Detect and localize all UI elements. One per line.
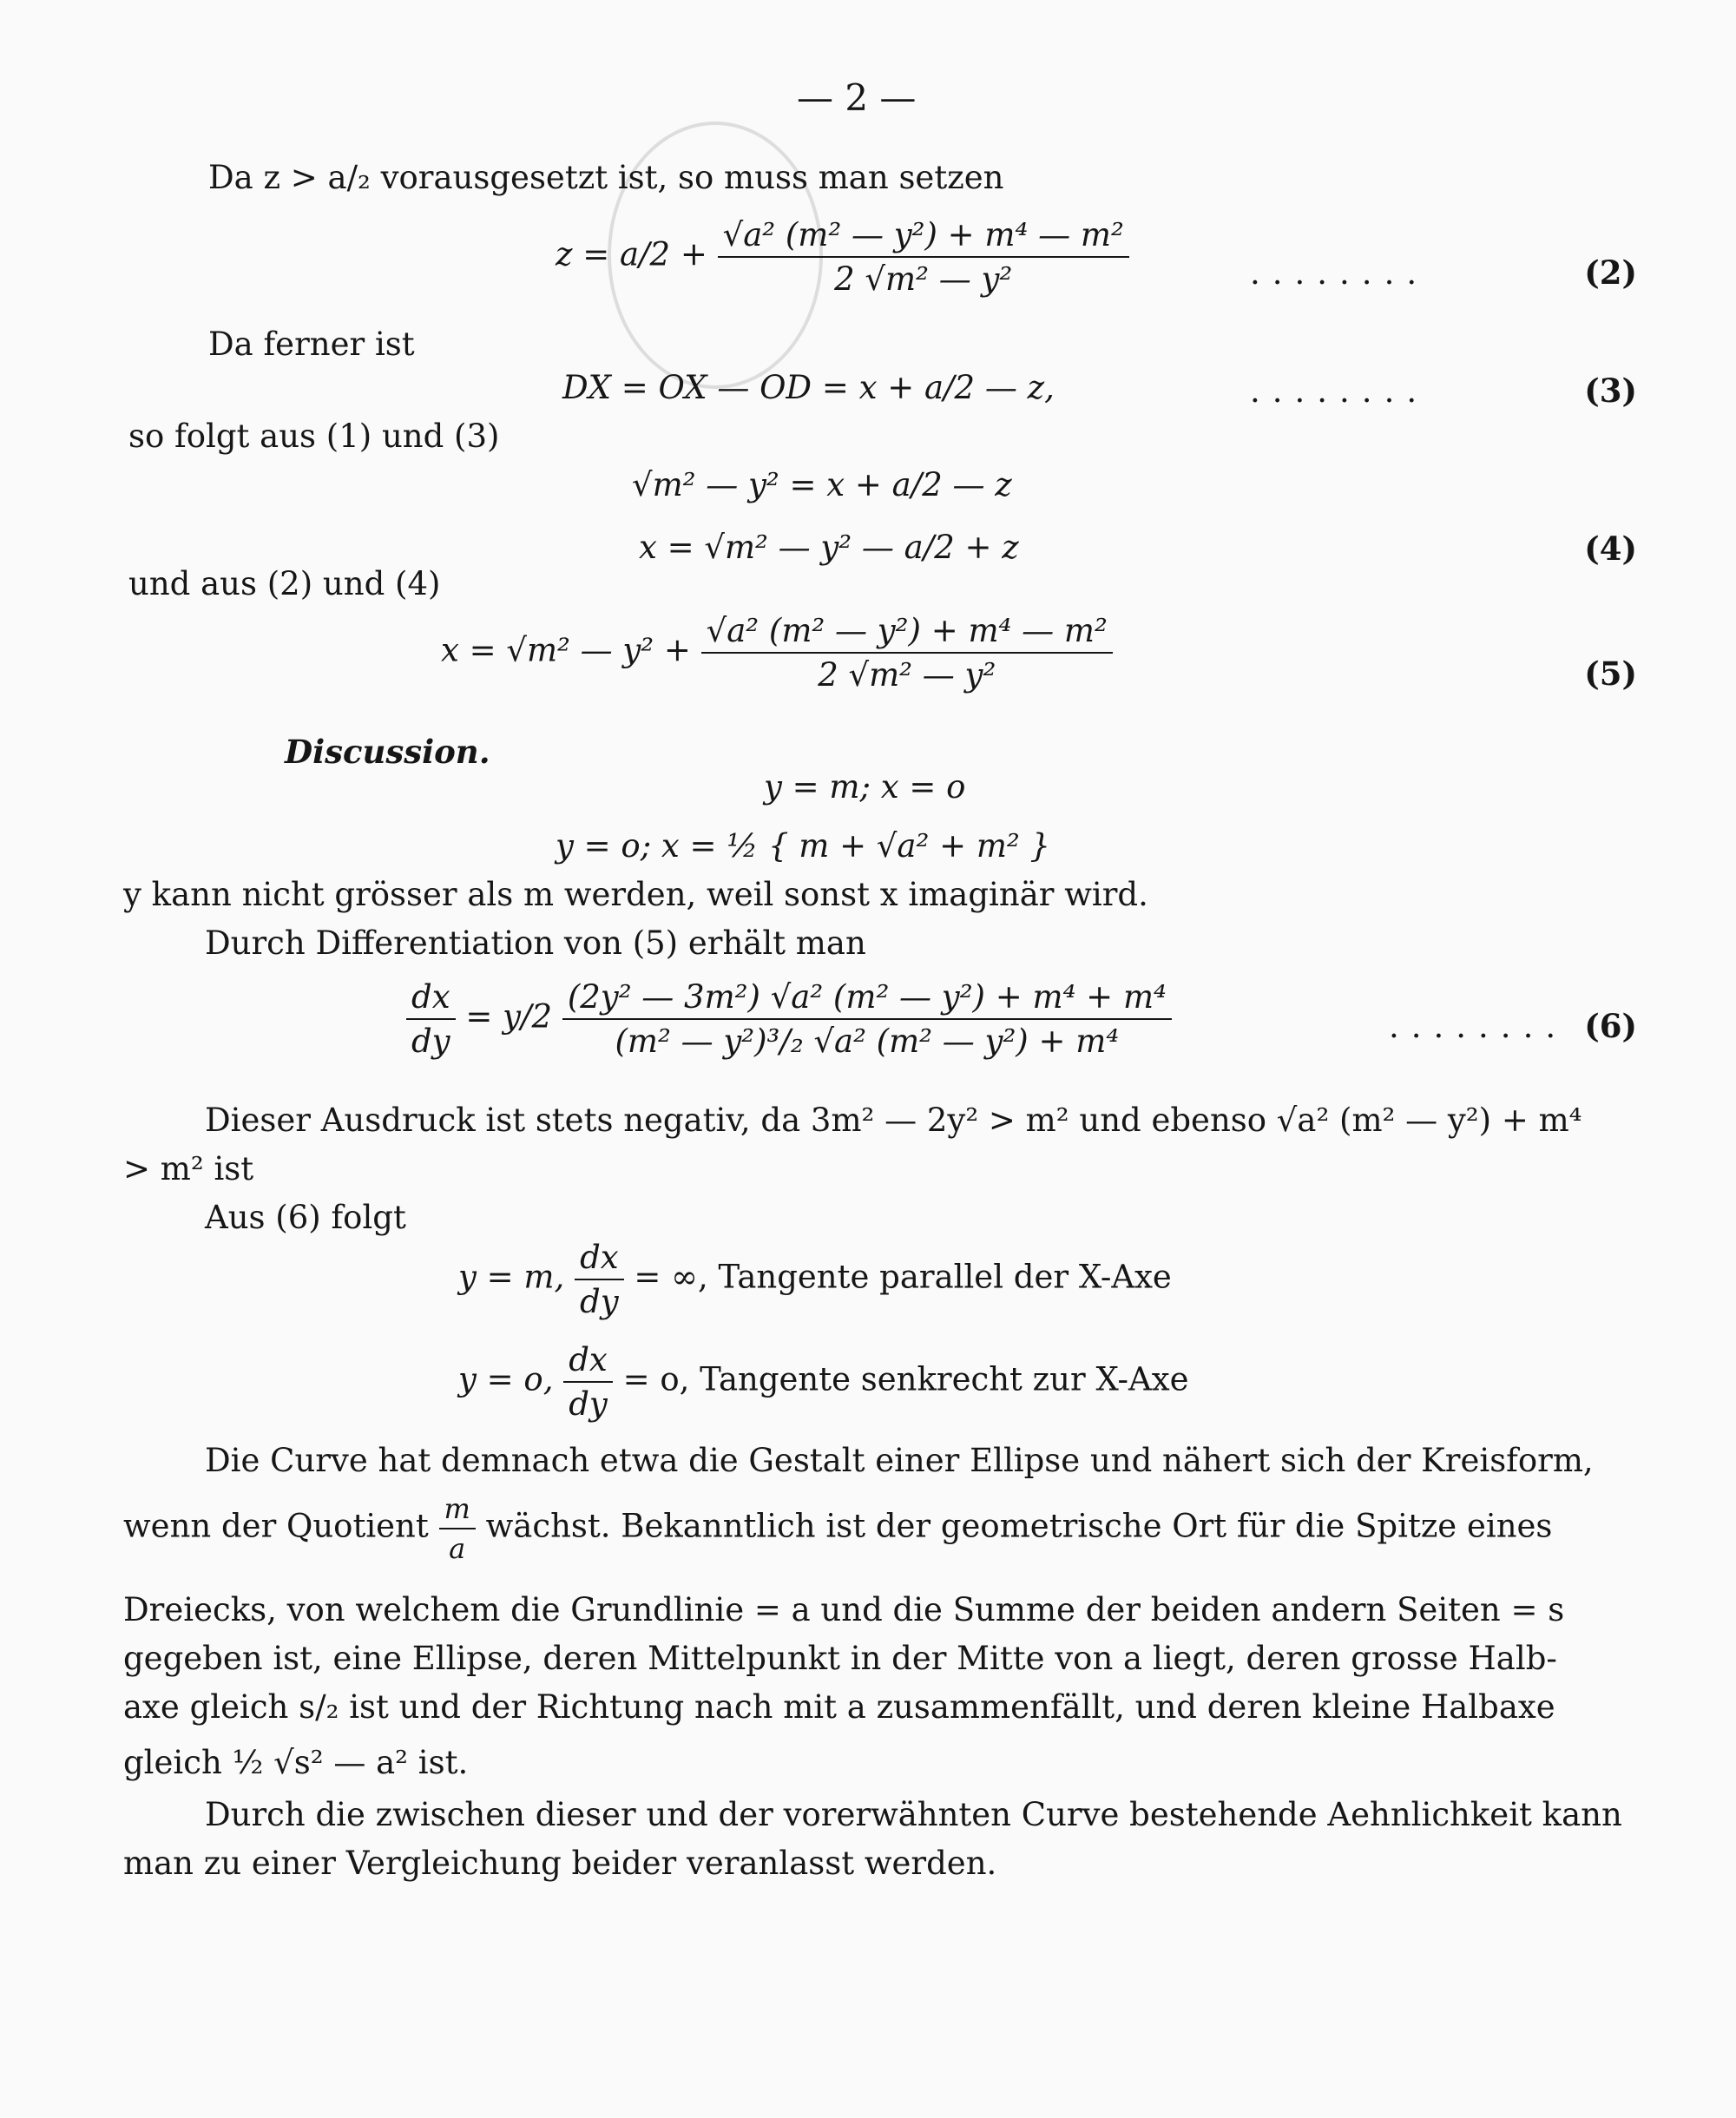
text-line-6: Durch Differentiation von (5) erhält man [205, 924, 866, 962]
equation-number-3: (3) [1584, 372, 1637, 410]
quotient-denominator: a [449, 1532, 466, 1565]
text-line-4: und aus (2) und (4) [128, 565, 441, 602]
equation-5-lhs: x = √m² — y² + [441, 631, 701, 669]
equation-5-numerator: √a² (m² — y²) + m⁴ — m² [701, 615, 1113, 654]
equation-6-fraction [562, 978, 1172, 1060]
equation-5-fraction [701, 612, 1113, 694]
tangent-1-lhs: y = m, [458, 1258, 565, 1296]
leader-dots-2: ........ [1250, 254, 1430, 292]
equation-number-6: (6) [1584, 1007, 1637, 1045]
equation-2-denominator: 2 √m² — y² [834, 260, 1013, 298]
paragraph-1-line-6: gleich ½ √s² — a² ist. [123, 1744, 469, 1781]
paragraph-1-line-2-post: wächst. Bekanntlich ist der geometrische Ort für die Spitze eines [485, 1507, 1553, 1545]
discussion-case-1: y = m; x = o [764, 768, 966, 806]
equation-6-derivative-denominator: dy [411, 1023, 450, 1060]
equation-6-derivative-numerator: dx [406, 981, 456, 1020]
equation-5-denominator: 2 √m² — y² [818, 656, 996, 694]
equation-2-fraction [718, 216, 1129, 298]
text-line-5: y kann nicht grösser als m werden, weil sonst x imaginär wird. [123, 876, 1148, 913]
paragraph-1-line-4: gegeben ist, eine Ellipse, deren Mittelpunkt in der Mitte von a liegt, deren grosse Halb- [123, 1640, 1557, 1677]
quotient-fraction [439, 1492, 476, 1565]
paragraph-1-line-5: axe gleich s/₂ ist und der Richtung nach mit a zusammenfällt, und deren kleine Halbaxe [123, 1688, 1555, 1726]
equation-6-denominator: (m² — y²)³/₂ √a² (m² — y²) + m⁴ [615, 1023, 1120, 1060]
discussion-case-2: y = o; x = ½ { m + √a² + m² } [556, 827, 1051, 865]
equation-number-4: (4) [1584, 530, 1637, 568]
text-line-7: Dieser Ausdruck ist stets negativ, da 3m² — 2y² > m² und ebenso √a² (m² — y²) + m⁴ [205, 1102, 1582, 1139]
text-line-8: > m² ist [123, 1150, 254, 1187]
tangent-line-2 [458, 1341, 1189, 1423]
equation-4a: √m² — y² = x + a/2 — z [632, 466, 1012, 503]
tangent-line-1 [458, 1241, 1172, 1318]
tangent-1-derivative-denominator: dy [580, 1283, 619, 1320]
tangent-1-derivative [575, 1241, 624, 1318]
leader-dots-6: ........ [1389, 1008, 1568, 1045]
text-line-1: Da z > a/₂ vorausgesetzt ist, so muss man setzen [208, 159, 1004, 196]
tangent-2-derivative-denominator: dy [569, 1385, 608, 1423]
paragraph-2-line-1: Durch die zwischen dieser und der vorerwähnten Curve bestehende Aehnlichkeit kann [205, 1796, 1622, 1833]
tangent-1-derivative-numerator: dx [575, 1241, 624, 1280]
tangent-2-derivative [563, 1341, 613, 1423]
equation-2-lhs: z = a/2 + [556, 235, 707, 273]
leader-dots-3: ........ [1250, 372, 1430, 410]
text-line-9: Aus (6) folgt [205, 1199, 406, 1236]
equation-5 [441, 612, 1113, 694]
equation-2 [556, 216, 1129, 298]
equation-4b: x = √m² — y² — a/2 + z [639, 529, 1019, 566]
paragraph-1-line-1: Die Curve hat demnach etwa die Gestalt einer Ellipse und nähert sich der Kreisform, [205, 1442, 1594, 1479]
tangent-2-rhs: = o, Tangente senkrecht zur X-Axe [622, 1360, 1189, 1398]
equation-6-numerator: (2y² — 3m²) √a² (m² — y²) + m⁴ + m⁴ [562, 981, 1172, 1020]
tangent-2-derivative-numerator: dx [563, 1344, 613, 1383]
paragraph-1-line-2-pre: wenn der Quotient [123, 1507, 429, 1545]
quotient-numerator: m [439, 1495, 476, 1529]
paragraph-2-line-2: man zu einer Vergleichung beider veranlasst werden. [123, 1845, 997, 1882]
paragraph-1-line-2 [123, 1492, 1553, 1565]
text-line-2: Da ferner ist [208, 326, 415, 363]
page-number: — 2 — [797, 76, 917, 119]
section-heading-discussion: Discussion. [285, 733, 490, 771]
equation-6-derivative [406, 978, 456, 1060]
equation-2-numerator: √a² (m² — y²) + m⁴ — m² [718, 219, 1129, 258]
text-line-3: so folgt aus (1) und (3) [128, 418, 500, 455]
equation-6 [406, 978, 1172, 1060]
paragraph-1-line-3: Dreiecks, von welchem die Grundlinie = a und die Summe der beiden andern Seiten = s [123, 1591, 1565, 1628]
equation-3: DX = OX — OD = x + a/2 — z, [562, 369, 1055, 406]
equation-6-middle: = y/2 [465, 997, 553, 1036]
tangent-2-lhs: y = o, [458, 1360, 554, 1398]
equation-number-2: (2) [1584, 253, 1637, 292]
tangent-1-rhs: = ∞, Tangente parallel der X-Axe [634, 1258, 1172, 1296]
equation-number-5: (5) [1584, 654, 1637, 693]
